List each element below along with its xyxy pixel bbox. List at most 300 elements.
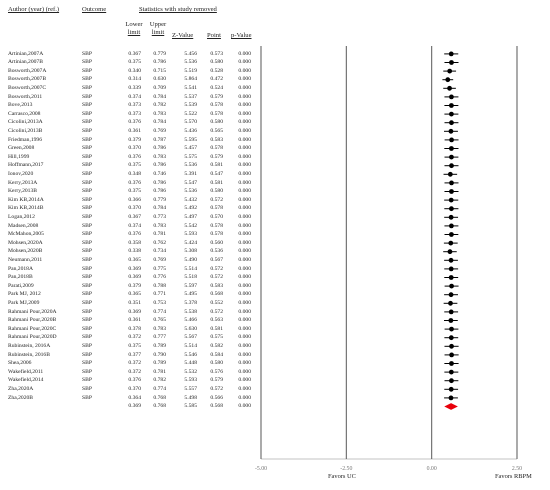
point-cell: 0.580 bbox=[210, 59, 223, 66]
lower-limit-cell: 0.369 bbox=[128, 308, 141, 315]
upper-limit-cell: 0.784 bbox=[153, 93, 166, 100]
z-value-cell: 5.519 bbox=[184, 67, 197, 74]
point-cell: 0.583 bbox=[210, 282, 223, 289]
z-value-cell: 5.585 bbox=[184, 403, 197, 410]
study-name: Kerry,2013B bbox=[8, 188, 37, 195]
upper-limit-cell: 0.783 bbox=[153, 325, 166, 332]
point-cell: 0.579 bbox=[210, 153, 223, 160]
lower-limit-cell: 0.373 bbox=[128, 102, 141, 109]
upper-limit-cell: 0.784 bbox=[153, 205, 166, 212]
upper-limit-cell: 0.789 bbox=[153, 360, 166, 367]
study-point-marker bbox=[449, 232, 454, 237]
study-name: Madsen,2008 bbox=[8, 222, 39, 229]
point-cell: 0.568 bbox=[210, 291, 223, 298]
point-cell: 0.565 bbox=[210, 127, 223, 134]
outcome-cell: SBP bbox=[82, 76, 92, 83]
lower-limit-cell: 0.375 bbox=[128, 59, 141, 66]
study-point-marker bbox=[448, 172, 453, 177]
z-value-cell: 5.497 bbox=[184, 213, 197, 220]
lower-limit-cell: 0.338 bbox=[128, 248, 141, 255]
upper-limit-cell: 0.774 bbox=[153, 385, 166, 392]
upper-limit-cell: 0.786 bbox=[153, 59, 166, 66]
point-cell: 0.576 bbox=[210, 368, 223, 375]
upper-limit-cell: 0.768 bbox=[153, 394, 166, 401]
z-value-cell: 5.308 bbox=[184, 248, 197, 255]
point-cell: 0.472 bbox=[210, 76, 223, 83]
lower-limit-cell: 0.379 bbox=[128, 136, 141, 143]
study-name: Wakefield,2011 bbox=[8, 368, 44, 375]
z-value-cell: 5.391 bbox=[184, 170, 197, 177]
upper-limit-cell: 0.769 bbox=[153, 256, 166, 263]
z-value-cell: 5.567 bbox=[184, 334, 197, 341]
p-value-cell: 0.000 bbox=[238, 248, 251, 255]
lower-limit-cell: 0.376 bbox=[128, 153, 141, 160]
upper-limit-cell: 0.765 bbox=[153, 317, 166, 324]
study-point-marker bbox=[449, 206, 454, 211]
study-point-marker bbox=[449, 327, 454, 332]
p-value-cell: 0.000 bbox=[238, 188, 251, 195]
p-value-cell: 0.000 bbox=[238, 265, 251, 272]
study-point-marker bbox=[448, 241, 453, 246]
point-cell: 0.580 bbox=[210, 188, 223, 195]
upper-limit-cell: 0.779 bbox=[153, 50, 166, 57]
p-value-cell: 0.000 bbox=[238, 59, 251, 66]
study-name: Rahmani Pour,2020B bbox=[8, 317, 57, 324]
p-value-cell: 0.000 bbox=[238, 205, 251, 212]
point-cell: 0.580 bbox=[210, 360, 223, 367]
study-name: Logan,2012 bbox=[8, 213, 35, 220]
upper-limit-cell: 0.776 bbox=[153, 274, 166, 281]
upper-limit-cell: 0.784 bbox=[153, 119, 166, 126]
p-value-cell: 0.000 bbox=[238, 162, 251, 169]
point-cell: 0.578 bbox=[210, 222, 223, 229]
stats-group-header: Statistics with study removed bbox=[139, 6, 217, 13]
point-cell: 0.552 bbox=[210, 299, 223, 306]
study-point-marker bbox=[449, 284, 454, 289]
p-value-cell: 0.000 bbox=[238, 291, 251, 298]
outcome-cell: SBP bbox=[82, 360, 92, 367]
p-value-cell: 0.000 bbox=[238, 299, 251, 306]
p-value-cell: 0.000 bbox=[238, 368, 251, 375]
outcome-cell: SBP bbox=[82, 282, 92, 289]
upper-limit-header-line1: Upper bbox=[149, 21, 167, 28]
upper-limit-cell: 0.788 bbox=[153, 282, 166, 289]
z-value-cell: 5.570 bbox=[184, 119, 197, 126]
z-value-cell: 5.536 bbox=[184, 59, 197, 66]
point-cell: 0.581 bbox=[210, 325, 223, 332]
p-value-cell: 0.000 bbox=[238, 394, 251, 401]
study-point-marker bbox=[447, 69, 452, 74]
upper-limit-cell: 0.753 bbox=[153, 299, 166, 306]
outcome-cell: SBP bbox=[82, 145, 92, 152]
point-cell: 0.528 bbox=[210, 67, 223, 74]
study-name: Park MJ, 2012 bbox=[8, 291, 41, 298]
study-name: Cicolini,2013A bbox=[8, 119, 43, 126]
upper-limit-cell: 0.789 bbox=[153, 342, 166, 349]
lower-limit-cell: 0.376 bbox=[128, 119, 141, 126]
z-value-cell: 5.456 bbox=[184, 50, 197, 57]
outcome-cell: SBP bbox=[82, 394, 92, 401]
outcome-cell: SBP bbox=[82, 317, 92, 324]
p-value-cell: 0.000 bbox=[238, 231, 251, 238]
study-point-marker bbox=[449, 215, 454, 220]
outcome-cell: SBP bbox=[82, 256, 92, 263]
outcome-cell: SBP bbox=[82, 67, 92, 74]
outcome-cell: SBP bbox=[82, 179, 92, 186]
upper-limit-cell: 0.783 bbox=[153, 222, 166, 229]
upper-limit-cell: 0.775 bbox=[153, 265, 166, 272]
z-value-cell: 5.424 bbox=[184, 239, 197, 246]
point-cell: 0.581 bbox=[210, 179, 223, 186]
lower-limit-cell: 0.361 bbox=[128, 127, 141, 134]
p-value-cell: 0.000 bbox=[238, 342, 251, 349]
study-name: Zha,2020A bbox=[8, 385, 34, 392]
outcome-cell: SBP bbox=[82, 351, 92, 358]
point-cell: 0.583 bbox=[210, 136, 223, 143]
z-value-cell: 5.492 bbox=[184, 205, 197, 212]
outcome-cell: SBP bbox=[82, 308, 92, 315]
study-point-marker bbox=[449, 95, 454, 100]
study-point-marker bbox=[448, 249, 453, 254]
study-point-marker bbox=[449, 224, 454, 229]
p-value-cell: 0.000 bbox=[238, 170, 251, 177]
study-point-marker bbox=[449, 335, 454, 340]
lower-limit-header-line2: limit bbox=[127, 28, 141, 36]
study-name: McMahon,2005 bbox=[8, 231, 44, 238]
lower-limit-cell: 0.372 bbox=[128, 334, 141, 341]
outcome-cell: SBP bbox=[82, 102, 92, 109]
p-value-header: p-Value bbox=[231, 32, 252, 39]
study-name: Kim KB,2014B bbox=[8, 205, 44, 212]
lower-limit-cell: 0.375 bbox=[128, 162, 141, 169]
study-point-marker bbox=[449, 396, 454, 401]
lower-limit-cell: 0.366 bbox=[128, 196, 141, 203]
lower-limit-cell: 0.348 bbox=[128, 170, 141, 177]
lower-limit-cell: 0.372 bbox=[128, 360, 141, 367]
lower-limit-cell: 0.369 bbox=[128, 265, 141, 272]
lower-limit-cell: 0.375 bbox=[128, 188, 141, 195]
outcome-cell: SBP bbox=[82, 59, 92, 66]
p-value-cell: 0.000 bbox=[238, 67, 251, 74]
point-cell: 0.579 bbox=[210, 93, 223, 100]
study-name: Bosworth,2007A bbox=[8, 67, 47, 74]
study-column-header: Author (year) (ref.) bbox=[8, 6, 60, 13]
study-point-marker bbox=[449, 181, 454, 186]
study-name: Friedman,1996 bbox=[8, 136, 43, 143]
study-name: Rubinstein, 2016B bbox=[8, 351, 50, 358]
lower-limit-cell: 0.367 bbox=[128, 50, 141, 57]
lower-limit-cell: 0.314 bbox=[128, 76, 141, 83]
z-value-cell: 5.575 bbox=[184, 153, 197, 160]
study-point-marker bbox=[448, 318, 453, 323]
outcome-cell: SBP bbox=[82, 248, 92, 255]
study-point-marker bbox=[449, 378, 454, 383]
point-cell: 0.580 bbox=[210, 119, 223, 126]
upper-limit-cell: 0.781 bbox=[153, 368, 166, 375]
p-value-cell: 0.000 bbox=[238, 351, 251, 358]
z-value-cell: 5.457 bbox=[184, 145, 197, 152]
p-value-cell: 0.000 bbox=[238, 308, 251, 315]
p-value-cell: 0.000 bbox=[238, 274, 251, 281]
p-value-cell: 0.000 bbox=[238, 239, 251, 246]
lower-limit-cell: 0.374 bbox=[128, 93, 141, 100]
outcome-cell: SBP bbox=[82, 368, 92, 375]
z-value-cell: 5.466 bbox=[184, 317, 197, 324]
study-point-marker bbox=[449, 344, 454, 349]
lower-limit-cell: 0.358 bbox=[128, 239, 141, 246]
outcome-cell: SBP bbox=[82, 188, 92, 195]
z-value-cell: 5.593 bbox=[184, 377, 197, 384]
z-value-cell: 5.864 bbox=[184, 76, 197, 83]
study-point-marker bbox=[445, 77, 450, 82]
study-name: Artinian,2007A bbox=[8, 50, 44, 57]
upper-limit-cell: 0.777 bbox=[153, 334, 166, 341]
lower-limit-cell: 0.376 bbox=[128, 377, 141, 384]
upper-limit-cell: 0.771 bbox=[153, 291, 166, 298]
study-point-marker bbox=[449, 370, 454, 375]
p-value-cell: 0.000 bbox=[238, 317, 251, 324]
outcome-cell: SBP bbox=[82, 299, 92, 306]
z-value-cell: 5.538 bbox=[184, 308, 197, 315]
study-point-marker bbox=[449, 361, 454, 366]
z-value-cell: 5.546 bbox=[184, 351, 197, 358]
upper-limit-cell: 0.782 bbox=[153, 377, 166, 384]
outcome-cell: SBP bbox=[82, 170, 92, 177]
p-value-cell: 0.000 bbox=[238, 179, 251, 186]
lower-limit-cell: 0.370 bbox=[128, 145, 141, 152]
point-header: Point bbox=[207, 32, 221, 39]
study-point-marker bbox=[449, 163, 454, 168]
upper-limit-cell: 0.768 bbox=[153, 403, 166, 410]
study-name: Parati,2009 bbox=[8, 282, 34, 289]
z-value-cell: 5.536 bbox=[184, 162, 197, 169]
study-name: Bove,2013 bbox=[8, 102, 33, 109]
point-cell: 0.575 bbox=[210, 334, 223, 341]
study-point-marker bbox=[449, 155, 454, 160]
z-value-cell: 5.536 bbox=[184, 188, 197, 195]
lower-limit-cell: 0.369 bbox=[128, 403, 141, 410]
z-value-header: Z-Value bbox=[172, 32, 194, 39]
outcome-cell: SBP bbox=[82, 84, 92, 91]
study-point-marker bbox=[449, 353, 454, 358]
point-cell: 0.572 bbox=[210, 274, 223, 281]
study-point-marker bbox=[449, 292, 454, 297]
z-value-cell: 5.593 bbox=[184, 231, 197, 238]
p-value-cell: 0.000 bbox=[238, 110, 251, 117]
p-value-cell: 0.000 bbox=[238, 377, 251, 384]
study-name: Bosworth,2007B bbox=[8, 76, 47, 83]
outcome-cell: SBP bbox=[82, 265, 92, 272]
point-cell: 0.536 bbox=[210, 248, 223, 255]
study-point-marker bbox=[449, 258, 454, 263]
p-value-cell: 0.000 bbox=[238, 213, 251, 220]
outcome-cell: SBP bbox=[82, 110, 92, 117]
p-value-cell: 0.000 bbox=[238, 282, 251, 289]
x-tick-label: 0.00 bbox=[426, 466, 437, 472]
lower-limit-cell: 0.364 bbox=[128, 394, 141, 401]
upper-limit-cell: 0.746 bbox=[153, 170, 166, 177]
point-cell: 0.566 bbox=[210, 394, 223, 401]
z-value-cell: 5.448 bbox=[184, 360, 197, 367]
z-value-cell: 5.436 bbox=[184, 127, 197, 134]
point-cell: 0.578 bbox=[210, 110, 223, 117]
study-name: Park MJ,2009 bbox=[8, 299, 40, 306]
z-value-cell: 5.522 bbox=[184, 110, 197, 117]
outcome-cell: SBP bbox=[82, 325, 92, 332]
upper-limit-cell: 0.787 bbox=[153, 136, 166, 143]
p-value-cell: 0.000 bbox=[238, 76, 251, 83]
study-name: Neumann,2011 bbox=[8, 256, 43, 263]
outcome-cell: SBP bbox=[82, 231, 92, 238]
favors-uc-label: Favors UC bbox=[328, 473, 356, 480]
z-value-cell: 5.432 bbox=[184, 196, 197, 203]
study-point-marker bbox=[449, 275, 454, 280]
z-value-cell: 5.541 bbox=[184, 84, 197, 91]
study-name: Wakefield,2014 bbox=[8, 377, 44, 384]
p-value-cell: 0.000 bbox=[238, 93, 251, 100]
p-value-cell: 0.000 bbox=[238, 102, 251, 109]
upper-limit-cell: 0.783 bbox=[153, 110, 166, 117]
point-cell: 0.572 bbox=[210, 265, 223, 272]
point-cell: 0.570 bbox=[210, 213, 223, 220]
p-value-cell: 0.000 bbox=[238, 256, 251, 263]
lower-limit-cell: 0.339 bbox=[128, 84, 141, 91]
upper-limit-cell: 0.774 bbox=[153, 308, 166, 315]
upper-limit-cell: 0.630 bbox=[153, 76, 166, 83]
study-name: Kim KB,2014A bbox=[8, 196, 44, 203]
upper-limit-header-line2: limit bbox=[151, 28, 165, 36]
z-value-cell: 5.532 bbox=[184, 368, 197, 375]
study-name: Mohsen,2020A bbox=[8, 239, 43, 246]
outcome-cell: SBP bbox=[82, 153, 92, 160]
point-cell: 0.568 bbox=[210, 403, 223, 410]
study-point-marker bbox=[449, 189, 454, 194]
outcome-cell: SBP bbox=[82, 93, 92, 100]
z-value-cell: 5.539 bbox=[184, 102, 197, 109]
outcome-cell: SBP bbox=[82, 119, 92, 126]
study-point-marker bbox=[449, 120, 454, 125]
z-value-cell: 5.557 bbox=[184, 385, 197, 392]
lower-limit-cell: 0.369 bbox=[128, 274, 141, 281]
study-name: Hill,1999 bbox=[8, 153, 30, 160]
study-name: Artinian,2007B bbox=[8, 59, 43, 66]
study-point-marker bbox=[449, 198, 454, 203]
study-name: Shea,2006 bbox=[8, 360, 32, 367]
lower-limit-cell: 0.373 bbox=[128, 110, 141, 117]
outcome-column-header: Outcome bbox=[82, 6, 107, 13]
summary-diamond bbox=[444, 403, 458, 410]
point-cell: 0.573 bbox=[210, 50, 223, 57]
study-point-marker bbox=[449, 138, 454, 143]
outcome-cell: SBP bbox=[82, 205, 92, 212]
z-value-cell: 5.518 bbox=[184, 274, 197, 281]
lower-limit-cell: 0.375 bbox=[128, 342, 141, 349]
study-name: Zha,2020B bbox=[8, 394, 34, 401]
point-cell: 0.560 bbox=[210, 239, 223, 246]
lower-limit-cell: 0.365 bbox=[128, 291, 141, 298]
study-name: Rahmani Pour,2020A bbox=[8, 308, 57, 315]
z-value-cell: 5.547 bbox=[184, 179, 197, 186]
lower-limit-cell: 0.377 bbox=[128, 351, 141, 358]
study-name: Pan,2018B bbox=[8, 274, 33, 281]
z-value-cell: 5.495 bbox=[184, 291, 197, 298]
p-value-cell: 0.000 bbox=[238, 119, 251, 126]
lower-limit-cell: 0.372 bbox=[128, 368, 141, 375]
upper-limit-cell: 0.773 bbox=[153, 213, 166, 220]
point-cell: 0.524 bbox=[210, 84, 223, 91]
point-cell: 0.579 bbox=[210, 377, 223, 384]
study-point-marker bbox=[449, 310, 454, 315]
point-cell: 0.578 bbox=[210, 231, 223, 238]
upper-limit-cell: 0.786 bbox=[153, 162, 166, 169]
upper-limit-cell: 0.790 bbox=[153, 351, 166, 358]
point-cell: 0.578 bbox=[210, 102, 223, 109]
upper-limit-cell: 0.786 bbox=[153, 188, 166, 195]
outcome-cell: SBP bbox=[82, 50, 92, 57]
study-point-marker bbox=[449, 60, 454, 65]
z-value-cell: 5.597 bbox=[184, 282, 197, 289]
point-cell: 0.567 bbox=[210, 256, 223, 263]
study-point-marker bbox=[449, 112, 454, 117]
p-value-cell: 0.000 bbox=[238, 196, 251, 203]
lower-limit-cell: 0.351 bbox=[128, 299, 141, 306]
lower-limit-cell: 0.361 bbox=[128, 317, 141, 324]
study-name: Pan,2018A bbox=[8, 265, 34, 272]
point-cell: 0.581 bbox=[210, 162, 223, 169]
upper-limit-cell: 0.781 bbox=[153, 231, 166, 238]
lower-limit-cell: 0.374 bbox=[128, 222, 141, 229]
study-point-marker bbox=[449, 387, 454, 392]
study-name: Cicolini,2013B bbox=[8, 127, 43, 134]
outcome-cell: SBP bbox=[82, 162, 92, 169]
x-tick-label: 2.50 bbox=[511, 466, 523, 472]
study-name: Kerry,2013A bbox=[8, 179, 38, 186]
study-point-marker bbox=[449, 52, 454, 57]
point-cell: 0.578 bbox=[210, 205, 223, 212]
study-point-marker bbox=[449, 103, 454, 108]
z-value-cell: 5.490 bbox=[184, 256, 197, 263]
study-name: Hoffmann,2017 bbox=[8, 162, 44, 169]
favors-rbpm-label: Favors RBPM bbox=[495, 473, 532, 480]
study-point-marker bbox=[449, 129, 454, 134]
p-value-cell: 0.000 bbox=[238, 403, 251, 410]
study-name: Bosworth,2011 bbox=[8, 93, 43, 100]
lower-limit-cell: 0.379 bbox=[128, 282, 141, 289]
lower-limit-cell: 0.376 bbox=[128, 179, 141, 186]
z-value-cell: 5.537 bbox=[184, 93, 197, 100]
outcome-cell: SBP bbox=[82, 127, 92, 134]
lower-limit-cell: 0.367 bbox=[128, 213, 141, 220]
z-value-cell: 5.542 bbox=[184, 222, 197, 229]
lower-limit-cell: 0.376 bbox=[128, 231, 141, 238]
upper-limit-cell: 0.709 bbox=[153, 84, 166, 91]
z-value-cell: 5.498 bbox=[184, 394, 197, 401]
p-value-cell: 0.000 bbox=[238, 153, 251, 160]
x-tick-label: -5.00 bbox=[254, 466, 268, 472]
p-value-cell: 0.000 bbox=[238, 360, 251, 367]
outcome-cell: SBP bbox=[82, 385, 92, 392]
upper-limit-cell: 0.786 bbox=[153, 145, 166, 152]
study-name: Ionov,2020 bbox=[8, 170, 34, 177]
lower-limit-cell: 0.365 bbox=[128, 256, 141, 263]
study-name: Rahmani Pour,2020D bbox=[8, 334, 57, 341]
z-value-cell: 5.514 bbox=[184, 342, 197, 349]
z-value-cell: 5.595 bbox=[184, 136, 197, 143]
study-name: Green,2008 bbox=[8, 145, 35, 152]
outcome-cell: SBP bbox=[82, 222, 92, 229]
point-cell: 0.582 bbox=[210, 342, 223, 349]
outcome-cell: SBP bbox=[82, 342, 92, 349]
